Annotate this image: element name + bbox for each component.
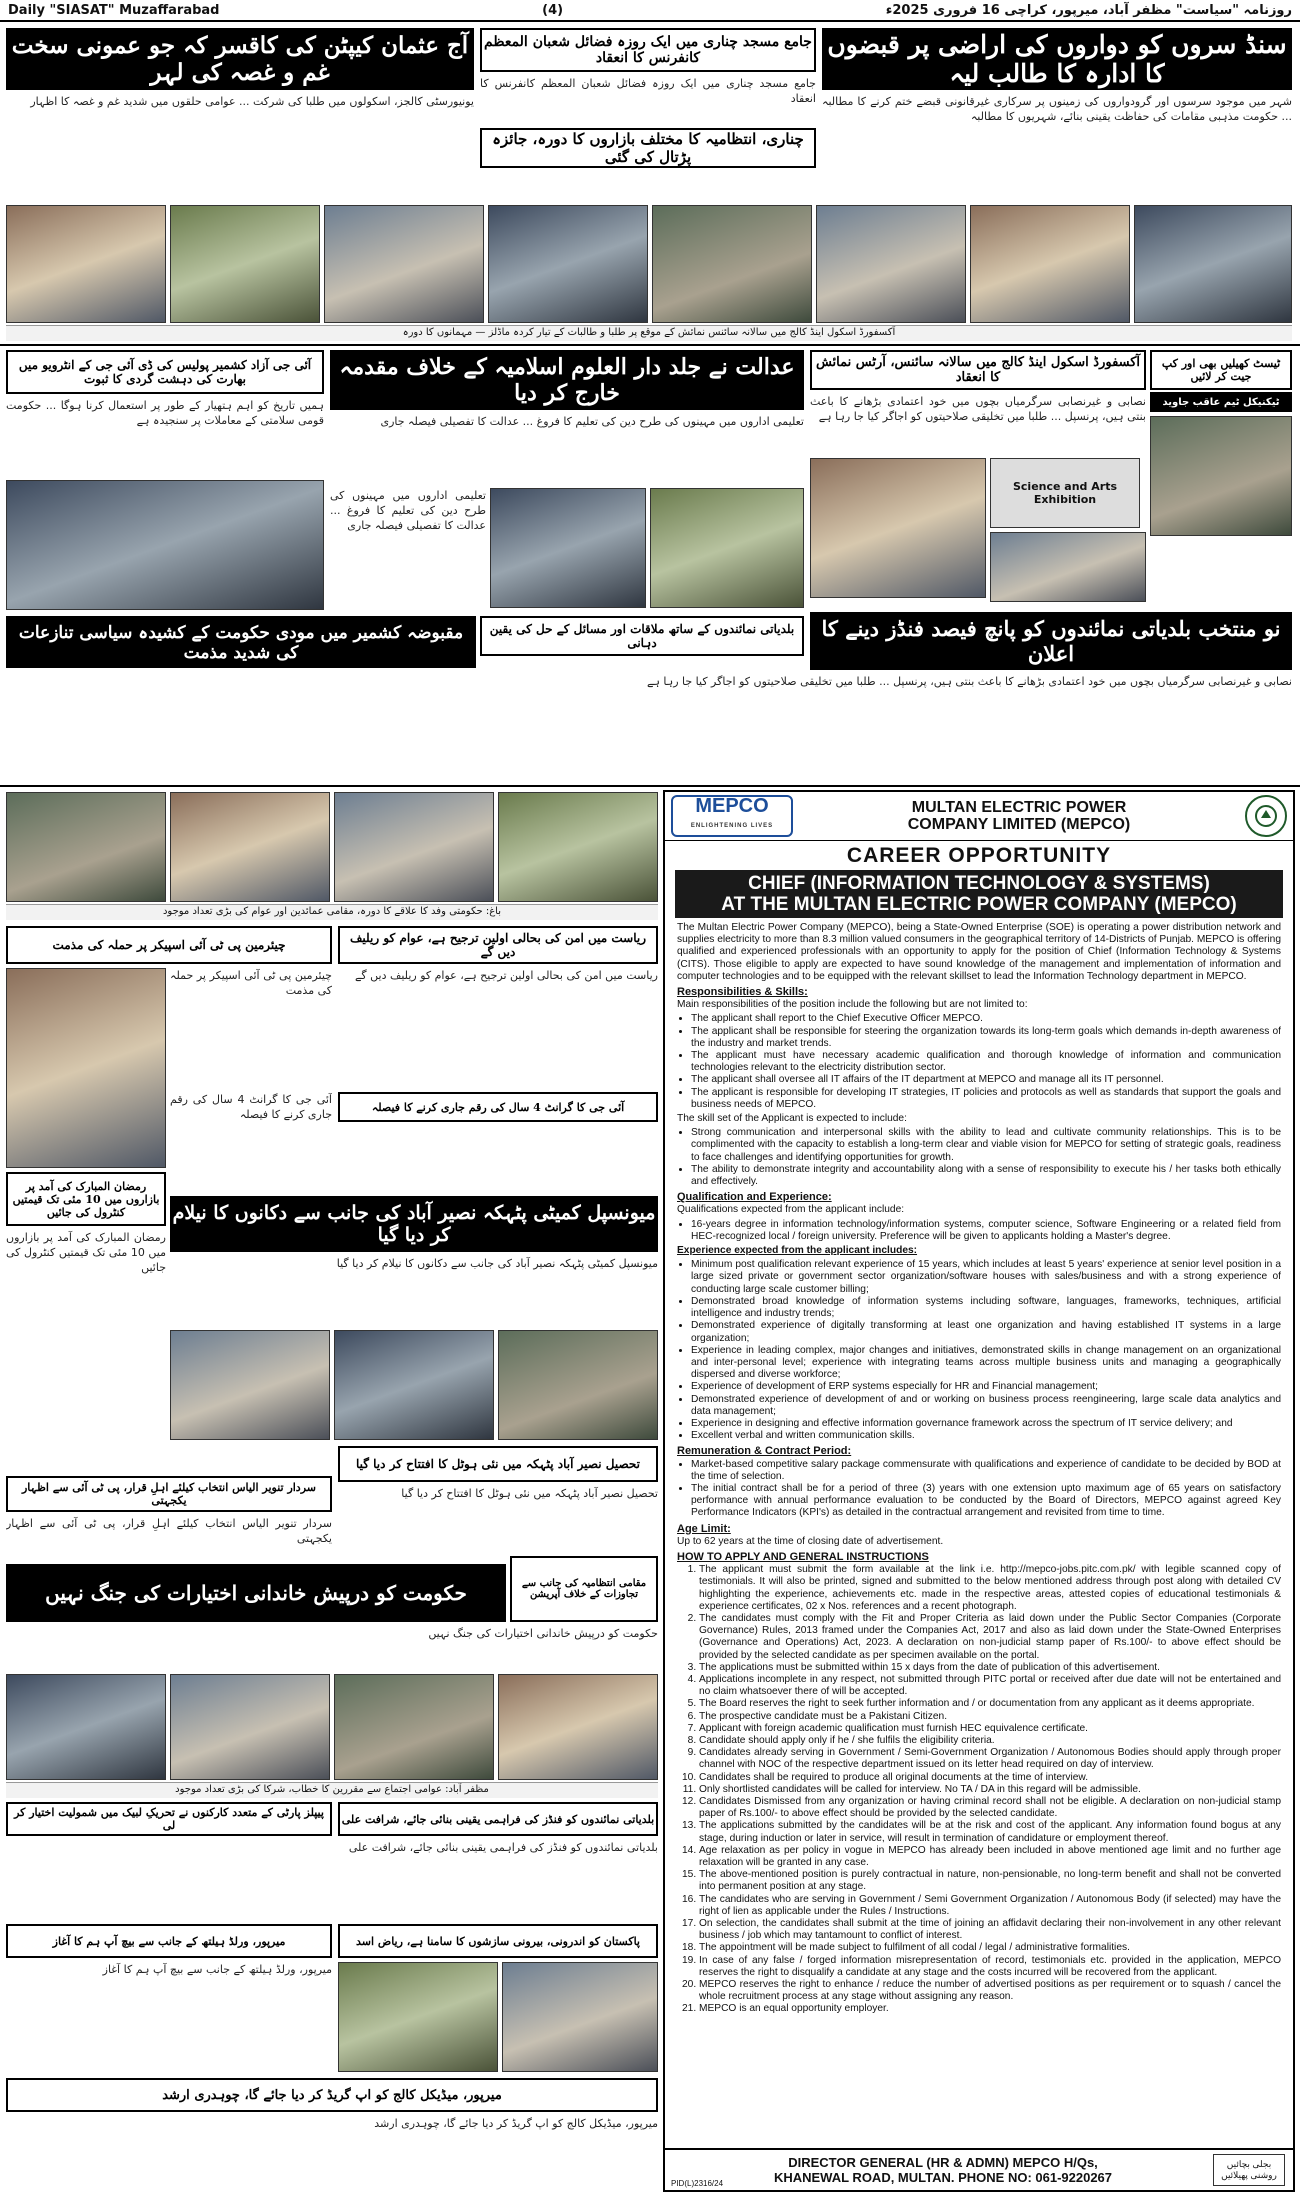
headline-pti-condemn: چیئرمین پی ٹی آئی اسپیکر پر حملہ کی مذمت: [6, 926, 332, 964]
position-title: [675, 870, 1283, 918]
government-seal-icon: [1245, 795, 1287, 837]
photo-oxford: [810, 458, 986, 598]
photo-auction-3: [498, 1330, 658, 1440]
position-title-line-2: AT THE MULTAN ELECTRIC POWER COMPANY (MEPCO): [721, 894, 1237, 915]
logo-tagline: ENLIGHTENING LIVES: [690, 823, 774, 829]
list-item: 7. Applicant with foreign academic qualification must furnish HEC equivalence certificate.: [699, 1723, 1281, 1735]
how-list: [677, 1564, 1281, 2016]
list-item: 2. The candidates must comply with the Fit and Proper Criteria as laid down under the Public Sector Companies (Corporate Governance) Rules, 2013 framed under the Companies Act, 2017 and also as laid down under the State-Owned Enterprises (Governance and Operations) Act, 2023. A declaration on non-judicial stamp paper of Rs.100/- to above effect should be provided by the selected candidate as per specimen available on the portal.: [699, 1613, 1281, 1662]
divider: [0, 785, 1300, 787]
company-line-1: MULTAN ELECTRIC POWER: [911, 799, 1127, 816]
story-ramadan-prices: رمضان المبارک کی آمد پر بازاروں میں 10 مئی تک قیمتیں کنٹرول کی جائیں: [6, 1231, 166, 1274]
list-item: 21. MEPCO is an equal opportunity employer.: [699, 2003, 1281, 2015]
photo-rally-4: [498, 1674, 658, 1780]
list-item: • Experience in leading complex, major changes and initiatives, demonstrated skills in change management on an organizational and inter-personal level; experience with integrating teams across multiple business units and managing a geographically dispersed and diverse workforce;: [691, 1345, 1281, 1382]
story-shops-auction: میونسپل کمیٹی پٹہکہ نصیر آباد کی جانب سے دکانوں کا نیلام کر دیا گیا: [336, 1257, 658, 1270]
photo-rally-3: [334, 1674, 494, 1780]
photo-exhibition: [970, 205, 1130, 323]
headline-ramadan-prices: رمضان المبارک کی آمد پر بازاروں میں 10 مئی تک قیمتیں کنٹرول کی جائیں: [6, 1172, 166, 1226]
list-item: 16. The candidates who are serving in Government / Semi Government Organization / Autonomous Body (if selected) may have the right of lien as applicable under the Rules / Instructions.: [699, 1894, 1281, 1918]
photo-auction-1: [170, 1330, 330, 1440]
list-item: • Excellent verbal and written communication skills.: [691, 1430, 1281, 1442]
headline-chinari-markets: چناری، انتظامیہ کا مختلف بازاروں کا دورہ، جائزہ پڑتال کی گئی: [480, 128, 816, 168]
headline-modi-condemn: مقبوضہ کشمیر میں مودی حکومت کے کشیدہ سیاسی تنازعات کی شدید مذمت: [6, 616, 476, 668]
list-item: • The applicant shall oversee all IT affairs of the IT department at MEPCO and manage all its IT personnel.: [691, 1074, 1281, 1086]
headline-local-meeting: بلدیاتی نمائندوں کے ساتھ ملاقات اور مسائل کے حل کی یقین دہانی: [480, 616, 804, 656]
photo-delegation-3: [334, 792, 494, 902]
box-encroachment: مقامی انتظامیہ کی جانب سے تجاوزات کے خلاف آپریشن: [510, 1556, 658, 1622]
photo-science-model: [170, 205, 320, 323]
list-item: • Strong communication and interpersonal skills with the ability to lead and cultivate community relationships. This is to be complimented with the capacity to establish a long-term clear and viable vision for MEPCO for setting of strategic goals, readiness to face challenges and identifying opportunities for growth.: [691, 1127, 1281, 1164]
box-test-cricket-sub: ٹیکنیکل ٹیم عاقب جاوید: [1150, 392, 1292, 412]
list-item: 17. On selection, the candidates shall submit at the time of joining an affidavit declaring their non-involvement in any other relevant business / job which may tantamount to conflict of interest.: [699, 1918, 1281, 1942]
ad-intro: The Multan Electric Power Company (MEPCO), being a State-Owned Enterprise (SOE) is operating a power distribution network and supplies electricity to more than 8.3 million valued consumers in the geographical territory of 14-Districts of Punjab. MEPCO is offering qualified and experienced professionals with an opportunity to apply for the position of Chief (Information Technology & Systems (CITS). Those eligible to apply are expected to have sound knowledge of the management and implementation of information and computer technologies and to be equipped with the relevant skillset to lead the Information Technology department in MEPCO.: [677, 922, 1281, 982]
divider: [0, 344, 1300, 346]
skill-list: [677, 1127, 1281, 1188]
headline-ppp-join-tlp: پیپلز پارٹی کے متعدد کارکنوں نے تحریکِ لبیک میں شمولیت اختیار کر لی: [6, 1802, 332, 1836]
list-item: • The ability to demonstrate integrity and accountability along with a sense of responsibility to execute his / her tasks both ethically and effectively.: [691, 1164, 1281, 1188]
list-item: 19. In case of any false / forged information misrepresentation of record, testimonials etc. provided in the application, MEPCO reserves the right to disqualify a candidate at any stage and the costs incurred will be recovered from the applicant.: [699, 1955, 1281, 1979]
list-item: 5. The Board reserves the right to seek further information and / or documentation from any applicant as it deems appropriate.: [699, 1698, 1281, 1710]
rally-caption: مظفر آباد: عوامی اجتماع سے مقررین کا خطاب، شرکا کی بڑی تعداد موجود: [6, 1782, 658, 1798]
photo-delegation-4: [498, 792, 658, 902]
story-pti-condemn: چیئرمین پی ٹی آئی اسپیکر پر حملہ کی مذمت: [170, 969, 332, 997]
contact-line-2: KHANEWAL ROAD, MULTAN. PHONE NO: 061-9220267: [773, 2170, 1113, 2185]
list-item: 12. Candidates Dismissed from any organization or having criminal record shall not be eligible. A declaration on non-judicial stamp paper of Rs.100/- to above effect should be provided by the selected candidate.: [699, 1796, 1281, 1820]
qual-intro: Qualifications expected from the applicant include:: [677, 1204, 905, 1216]
photo-darululoom: [650, 488, 804, 608]
headline-shops-auction: میونسپل کمیٹی پٹہکہ نصیر آباد کی جانب سے دکانوں کا نیلام کر دیا گیا: [170, 1196, 658, 1252]
story-shaban-conference: [480, 76, 816, 126]
story-peace-priority: ریاست میں امن کی بحالی اولین ترجیح ہے، عوام کو ریلیف دیں گے: [354, 969, 658, 982]
list-item: 8. Candidate should apply only if he / she fulfils the eligibility criteria.: [699, 1735, 1281, 1747]
masthead-left: Daily "SIASAT" Muzaffarabad: [8, 2, 220, 18]
photo-oxford-2: [990, 532, 1146, 602]
story-who-campaign: میرپور، ورلڈ ہیلتھ کے جانب سے بیچ آپ ہم کا آغاز: [102, 1963, 332, 1976]
story-shaban-text: جامع مسجد چناری میں ایک روزہ فضائل شعبان المعظم کانفرنس کا انعقاد: [480, 77, 816, 105]
headline-pakistan-conspiracy: پاکستان کو اندرونی، بیرونی سازشوں کا سامنا ہے، ریاض اسد: [338, 1924, 658, 1958]
story-authority-war: حکومت کو درپیش خاندانی اختیارات کی جنگ نہیں: [428, 1627, 658, 1640]
headline-authority-war: حکومت کو درپیش خاندانی اختیارات کی جنگ نہیں: [6, 1564, 506, 1622]
company-line-2: COMPANY LIMITED (MEPCO): [907, 816, 1131, 833]
story-row4: بلدیاتی نمائندوں کو فنڈز کی فراہمی یقینی بنائی جائے، شرافت علی: [348, 1841, 658, 1854]
headline-anger-wave: آج عثمان کیپٹن کی کاقسر کہ جو عمونی سخت غم و غصہ کی لہر: [6, 28, 474, 90]
list-item: 9. Candidates already serving in Government / Semi-Government Organization / Autonomous Bodies should apply through proper channel with NOC of the respective department issued on its letter head required on day of interview.: [699, 1747, 1281, 1771]
headline-funds-sharafat: بلدیاتی نمائندوں کو فنڈز کی فراہمی یقینی بنائی جائے، شرافت علی: [338, 1802, 658, 1836]
skill-intro: The skill set of the Applicant is expected to include:: [677, 1113, 907, 1125]
headline-shaban-conference: جامع مسجد چناری میں ایک روزہ فضائل شعبان المعظم کانفرنس کا انعقاد: [480, 28, 816, 72]
masthead-right: روزنامہ "سیاست" مظفر آباد، میرپور، کراچی 16 فروری 2025ء: [885, 2, 1292, 18]
company-name: [793, 799, 1245, 833]
story-grant: آئی جی کا گرانٹ 4 سال کی رقم جاری کرنے کا فیصلہ: [170, 1093, 332, 1121]
headline-ig-interview: آئی جی آزاد کشمیر پولیس کی ڈی آئی جی کے انٹرویو میں بھارت کی دہشت گردی کا ثبوت: [6, 350, 324, 394]
headline-tanveer-ilyas: سردار تنویر الیاس انتخاب کیلئے اہلِ قرار، پی ٹی آئی سے اظہار یکجہتی: [6, 1476, 332, 1512]
list-item: 3. The applications must be submitted within 15 x days from the date of publication of this advertisement.: [699, 1662, 1281, 1674]
list-item: 6. The prospective candidate must be a Pakistani Citizen.: [699, 1711, 1281, 1723]
list-item: 4. Applications incomplete in any respect, not submitted through PITC portal or received after due date will not be entertained and no claim whatsoever there of will be accepted.: [699, 1674, 1281, 1698]
qual-heading: Qualification and Experience:: [677, 1191, 832, 1204]
list-item: • The applicant must have necessary academic qualification and thorough knowledge of information and communication technologies relevant to the electricity distribution sector.: [691, 1050, 1281, 1074]
age-text: Up to 62 years at the time of closing date of advertisement.: [677, 1535, 944, 1547]
exp-heading: Experience expected from the applicant includes:: [677, 1245, 918, 1257]
photo-rally-2: [170, 1674, 330, 1780]
pid-number: PID(L)2316/24: [671, 2179, 724, 2188]
photo-delegation-2: [170, 792, 330, 902]
resp-heading: Responsibilities & Skills:: [677, 986, 808, 999]
list-item: 1. The applicant must submit the form available at the link i.e. http://mepco-jobs.pitc.com.pk/ with legible scanned copy of testimonials. It will also be printed, signed and submitted to the below mentioned address through post along with detailed CV highlighting the experience, achievements etc. made in the respective areas, attested copies of educational testimonials & experience certificates, 02 x Nos. references and a recent photograph.: [699, 1564, 1281, 1613]
story-hotel-opening: تحصیل نصیر آباد پٹہکہ میں نئی ہوٹل کا افتتاح کر دیا گیا: [401, 1487, 658, 1500]
headline-darululoom-case: عدالت نے جلد دار العلوم اسلامیہ کے خلاف مقدمہ خارج کر دیا: [330, 350, 804, 410]
logo-text: MEPCO: [695, 795, 769, 817]
list-item: 15. The above-mentioned position is purely contractual in nature, non-pensionable, no long-term benefit and shall not be converted into permanent position at any stage.: [699, 1869, 1281, 1893]
story-temples-land: شہر میں موجود سرسوں اور گرودواروں کی زمینوں پر سرکاری غیرقانونی قبضے ختم کرنے کا مطالبہ ... حکومت مذہبی مقامات کی حفاظت یقینی بنائے، شہریوں کا مطالبہ: [822, 95, 1292, 123]
photo-market: [6, 968, 166, 1168]
story-medical-college: میرپور، میڈیکل کالج کو اپ گریڈ کر دیا جائے گا، چوہدری ارشد: [374, 2117, 658, 2130]
headline-peace-priority: ریاست میں امن کی بحالی اولین ترجیح ہے، عوام کو ریلیف دیں گے: [338, 926, 658, 964]
resp-intro: Main responsibilities of the position include the following but are not limited to:: [677, 999, 1028, 1011]
list-item: • Experience in designing and effective information governance framework across the spectrum of IT service delivery; and: [691, 1418, 1281, 1430]
story-tanveer-ilyas: سردار تنویر الیاس انتخاب کیلئے اہلِ قرار، پی ٹی آئی سے اظہار یکجہتی: [6, 1517, 332, 1545]
list-item: • Market-based competitive salary package commensurate with qualifications and experience of candidate to be decided by BOD at the time of selection.: [691, 1459, 1281, 1483]
list-item: 13. The applications submitted by the candidates will be at the risk and cost of the applicant. Any information found bogus at any stage, during induction or later in service, will result in termination of candidature or employment thereof.: [699, 1820, 1281, 1844]
how-heading: HOW TO APPLY AND GENERAL INSTRUCTIONS: [677, 1550, 929, 1563]
photo-volcano-model: [324, 205, 484, 323]
list-item: 11. Only shortlisted candidates will be called for interview. No TA / DA in this regard will be admissible.: [699, 1784, 1281, 1796]
ad-body: [665, 918, 1293, 2016]
photo-ig-meeting: [6, 480, 324, 610]
box-test-cricket: ٹیسٹ کھیلیں بھی اور کپ جیت کر لائیں: [1150, 350, 1292, 390]
delegation-caption: باغ: حکومتی وفد کا علاقے کا دورہ، مقامی عمائدین اور عوام کی بڑی تعداد موجود: [6, 904, 658, 920]
page-number: (4): [542, 2, 564, 18]
position-title-line-1: CHIEF (INFORMATION TECHNOLOGY & SYSTEMS): [748, 873, 1210, 894]
list-item: • The applicant shall be responsible for steering the organization towards its long-term goals which demands in-depth awareness of the industry and market trends.: [691, 1026, 1281, 1050]
photo-strip-caption: آکسفورڈ اسکول اینڈ کالج میں سالانہ سائنس نمائش کے موقع پر طلبا و طالبات کے تیار کردہ ماڈلز — مہمانوں کا دورہ: [6, 325, 1292, 341]
rem-heading: Remuneration & Contract Period:: [677, 1445, 852, 1458]
exp-list: [677, 1259, 1281, 1442]
photo-conspiracy: [338, 1962, 498, 2072]
masthead: [0, 0, 1300, 22]
headline-local-funds: نو منتخب بلدیاتی نمائندوں کو پانچ فیصد فنڈز دینے کا اعلان: [810, 612, 1292, 670]
list-item: 10. Candidates shall be required to produce all original documents at the time of interview.: [699, 1772, 1281, 1784]
list-item: • Demonstrated experience of digitally transforming at least one organization and having established IT systems in a large organization;: [691, 1320, 1281, 1344]
photo-cricket: [1150, 416, 1292, 536]
resp-list: [677, 1013, 1281, 1111]
mepco-advertisement: [663, 790, 1295, 2192]
list-item: • Demonstrated broad knowledge of information systems including software, languages, frameworks, techniques, artificial intelligence and industry trends;: [691, 1296, 1281, 1320]
photo-elevator-model: [488, 205, 648, 323]
photo-guests: [1134, 205, 1292, 323]
story-anger-wave: یونیورسٹی کالجز، اسکولوں میں طلبا کی شرکت ... عوامی حلقوں میں شدید غم و غصہ کا اظہار: [30, 95, 474, 108]
headline-hotel-opening: تحصیل نصیر آباد پٹہکہ میں نئی ہوٹل کا افتتاح کر دیا گیا: [338, 1446, 658, 1482]
headline-temples-land: سنڈ سروں کو دواروں کی اراضی پر قبضوں کا ادارہ کا طالب لیہ: [822, 28, 1292, 90]
list-item: 20. MEPCO reserves the right to enhance / reduce the number of advertised positions as per requirement or to squash / cancel the whole recruitment process at any stage without assigning any reason.: [699, 1979, 1281, 2003]
list-item: • 16-years degree in information technology/information systems, computer science, Software Engineering or a related field from HEC-recognized local / foreign university. Preference will be given to applicants holding a Master's degree.: [691, 1219, 1281, 1243]
story-row2-lower: نصابی و غیرنصابی سرگرمیاں بچوں میں خود اعتمادی بڑھانے کا باعث بنتی ہیں، پرنسپل ... طلبا میں تخلیقی صلاحیتوں کو اجاگر کیا جا رہا ہے: [647, 675, 1292, 688]
headline-oxford-exhibition: آکسفورڈ اسکول اینڈ کالج میں سالانہ سائنس، آرٹس نمائش کا انعقاد: [810, 350, 1146, 390]
headline-who-campaign: میرپور، ورلڈ ہیلتھ کے جانب سے بیچ آپ ہم کا آغاز: [6, 1924, 332, 1958]
story-darululoom: تعلیمی اداروں میں مہینوں کی طرح دین کی تعلیم کا فروغ ... عدالت کا تفصیلی فیصلہ جاری: [380, 415, 804, 428]
story-darululoom-2: تعلیمی اداروں میں مہینوں کی طرح دین کی تعلیم کا فروغ ... عدالت کا تفصیلی فیصلہ جاری: [330, 489, 486, 532]
photo-rally-1: [6, 1674, 166, 1780]
contact-address: [673, 2155, 1213, 2185]
list-item: • The applicant shall report to the Chief Executive Officer MEPCO.: [691, 1013, 1281, 1025]
story-oxford-exhibition: نصابی و غیرنصابی سرگرمیاں بچوں میں خود اعتمادی بڑھانے کا باعث بنتی ہیں، پرنسپل ... طلبا میں تخلیقی صلاحیتوں کو اجاگر کیا جا رہا ہے: [810, 395, 1146, 423]
qual-list: [677, 1219, 1281, 1243]
list-item: • Minimum post qualification relevant experience of 15 years, which includes at least 5 years' experience at senior level position in a large sized private or government sector organization/software houses with sales/business and with a strong experience of conducting large scale customer billing;: [691, 1259, 1281, 1296]
list-item: 14. Age relaxation as per policy in vogue in MEPCO has already been included in above mentioned age limit and no further age relaxation will be granted in any case.: [699, 1845, 1281, 1869]
headline-grant-decision: آئی جی کا گرانٹ 4 سال کی رقم جاری کرنے کا فیصلہ: [338, 1092, 658, 1122]
list-item: • The applicant is responsible for developing IT strategies, IT policies and protocols as well as standards that support the goals and business needs of MEPCO.: [691, 1087, 1281, 1111]
photo-meeting: [502, 1962, 658, 2072]
rem-list: [677, 1459, 1281, 1520]
ad-footer: [665, 2148, 1293, 2190]
photo-delegation-1: [6, 792, 166, 902]
ad-header: [665, 792, 1293, 841]
headline-medical-college: میرپور، میڈیکل کالج کو اپ گریڈ کر دیا جائے گا، چوہدری ارشد: [6, 2078, 658, 2112]
photo-auction-2: [334, 1330, 494, 1440]
mepco-logo: [671, 795, 793, 837]
list-item: • Experience of development of ERP systems especially for HR and Financial management;: [691, 1381, 1281, 1393]
age-heading: Age Limit:: [677, 1522, 731, 1535]
list-item: • Demonstrated experience of development of and or working on business process reengineering, large scale data analytics and data management;: [691, 1394, 1281, 1418]
list-item: 18. The appointment will be made subject to fulfilment of all codal / legal / administrative formalities.: [699, 1942, 1281, 1954]
photo-students: [652, 205, 812, 323]
energy-slogan: بجلی بچائیں روشنی پھیلائیں: [1213, 2154, 1285, 2186]
list-item: • The initial contract shall be for a period of three (3) years with one extension upto maximum age of 65 years on satisfactory performance with annual performance evaluation to be conducted by the Board of Directors, MEPCO against agreed Key Performance Indicators (KPI's) as detailed in the contractual arrangement and revisited from time to time.: [691, 1483, 1281, 1520]
photo-pascal-law: [6, 205, 166, 323]
photo-darululoom-2: [490, 488, 646, 608]
contact-line-1: DIRECTOR GENERAL (HR & ADMN) MEPCO H/Qs,: [788, 2155, 1098, 2170]
career-heading: CAREER OPPORTUNITY: [846, 844, 1112, 867]
story-ig-interview: ہمیں تاریخ کو اہم ہتھیار کے طور پر استعمال کرنا ہوگا ... حکومت قومی سلامتی کے معاملات پر سنجیدہ ہے: [6, 399, 324, 427]
science-arts-banner: Science and Arts Exhibition: [990, 458, 1140, 528]
photo-visitors: [816, 205, 966, 323]
